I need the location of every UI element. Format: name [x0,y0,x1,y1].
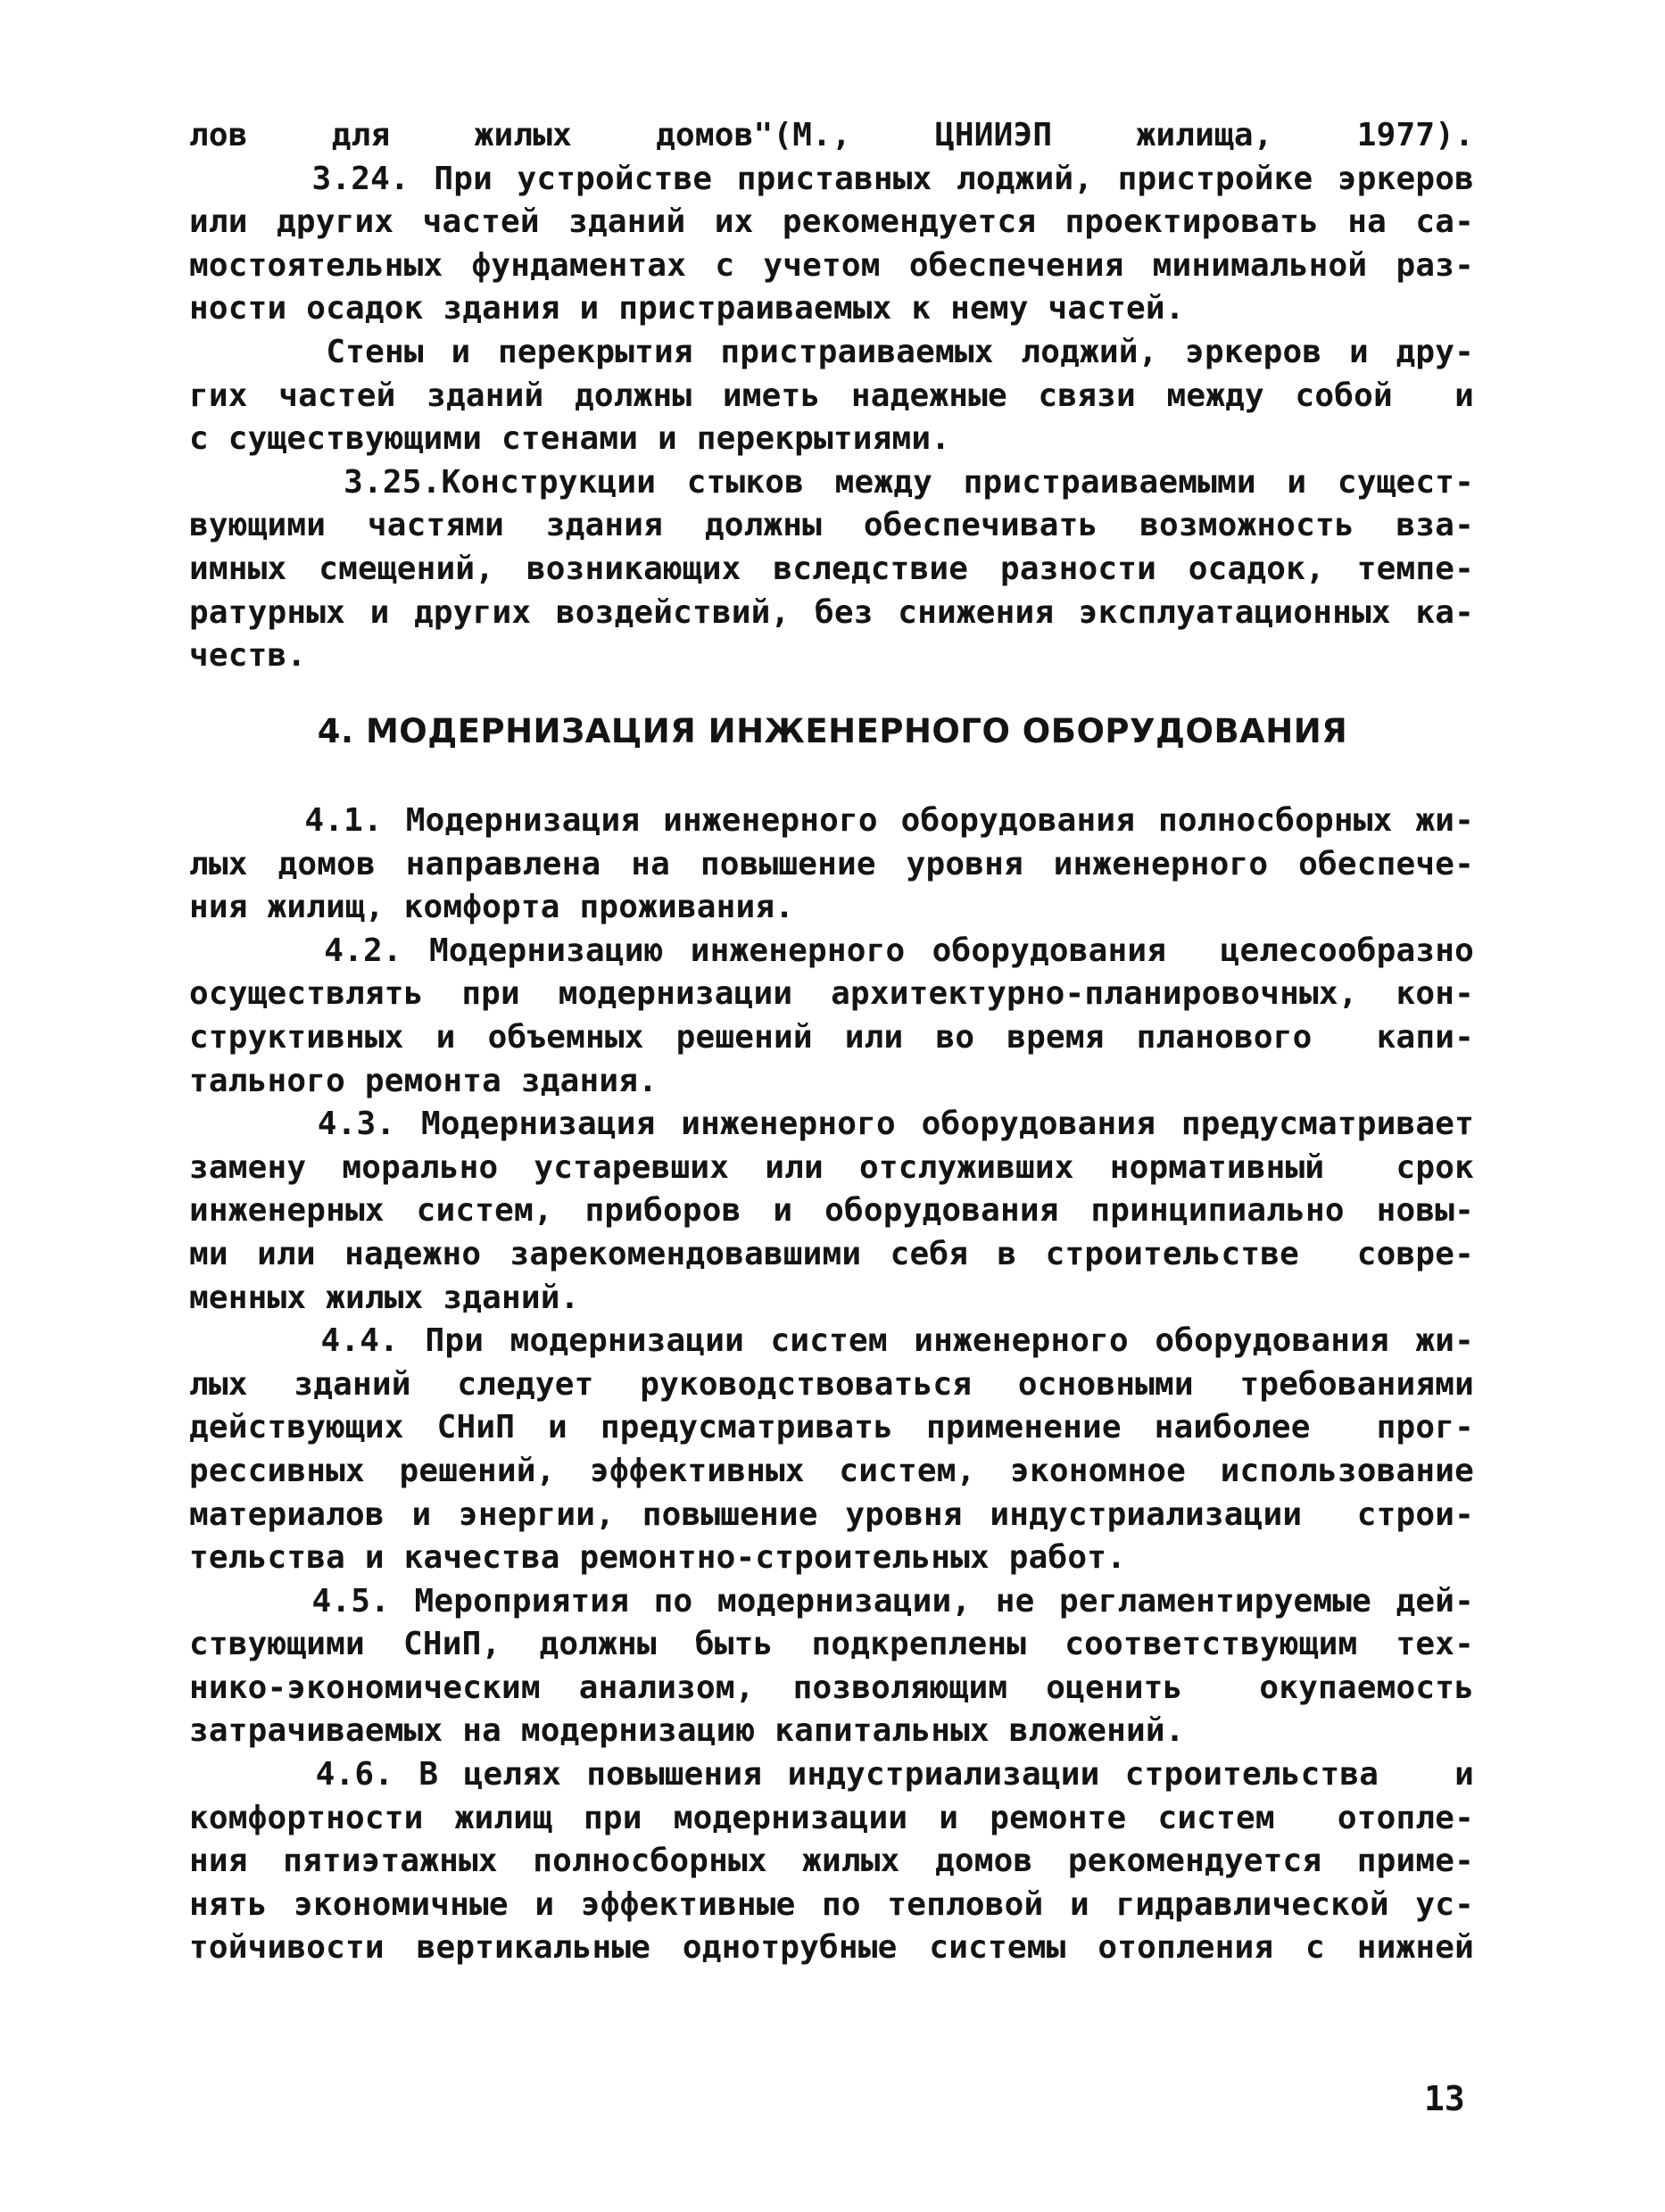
text-line: рессивных решений, эффективных систем, экономное использование [189,1452,1474,1489]
text-line: ми или надежно зарекомендовавшими себя в строительстве совре- [189,1235,1474,1272]
text-line: или других частей зданий их рекомендуется проектировать на са- [189,203,1474,241]
text-line: материалов и энергии, повышение уровня индустриализации строи- [189,1495,1474,1533]
text-line: инженерных систем, приборов и оборудования принципиально новы- [189,1192,1474,1230]
text-line: замену морально устаревших или отслуживших нормативный срок [189,1148,1474,1186]
text-line: 4.2. Модернизацию инженерного оборудования целесообразно [189,932,1474,969]
text-line: действующих СНиП и предусматривать применение наиболее прог- [189,1409,1474,1446]
text-line: 4.4. При модернизации систем инженерного оборудования жи- [189,1322,1474,1360]
text-line: ния пятиэтажных полносборных жилых домов рекомендуется приме- [189,1843,1474,1880]
text-line: осуществлять при модернизации архитектурно-планировочных, кон- [189,975,1474,1013]
text-line: 4.5. Мероприятия по модернизации, не регламентируемые дей- [189,1582,1474,1620]
page-number: 13 [1424,2079,1465,2118]
text-line: 3.25.Конструкции стыков между пристраиваемыми и сущест- [189,463,1474,501]
text-line: ратурных и других воздействий, без снижения эксплуатационных ка- [189,593,1474,631]
text-block-top [189,114,1474,678]
text-line: тойчивости вертикальные однотрубные системы отопления с нижней [189,1929,1474,1967]
text-line: 3.24. При устройстве приставных лоджий, пристройке эркеров [189,160,1474,197]
text-line: 4.1. Модернизация инженерного оборудования полносборных жи- [189,802,1474,839]
text-line: с существующими стенами и перекрытиями. [189,420,951,458]
text-line: ности осадок здания и пристраиваемых к нему частей. [189,290,1185,327]
text-line: имных смещений, возникающих вследствие разности осадок, темпе- [189,550,1474,587]
text-line: Стены и перекрытия пристраиваемых лоджий, эркеров и дру- [189,333,1474,370]
text-line: затрачиваемых на модернизацию капитальных вложений. [189,1712,1185,1750]
text-line: комфортности жилищ при модернизации и ремонте систем отопле- [189,1799,1474,1836]
text-line: честв. [189,637,307,675]
text-line: менных жилых зданий. [189,1279,580,1316]
text-line: гих частей зданий должны иметь надежные связи между собой и [189,377,1474,414]
text-line: 4.3. Модернизация инженерного оборудования предусматривает [189,1106,1474,1143]
text-line: мостоятельных фундаментах с учетом обеспечения минимальной раз- [189,246,1474,284]
text-line: лых домов направлена на повышение уровня инженерного обеспече- [189,845,1474,882]
text-line: лов для жилых домов"(М., ЦНИИЭП жилища, 1977). [189,117,1474,153]
text-line: тельства и качества ремонтно-строительных работ. [189,1539,1126,1577]
text-line: ствующими СНиП, должны быть подкреплены соответствующим тех- [189,1626,1474,1663]
text-line: нять экономичные и эффективные по тепловой и гидравлической ус- [189,1885,1474,1923]
section-heading: 4. МОДЕРНИЗАЦИЯ ИНЖЕНЕРНОГО ОБОРУДОВАНИЯ [317,712,1348,750]
text-line: ния жилищ, комфорта проживания. [189,889,795,926]
text-line: нико-экономическим анализом, позволяющим оценить окупаемость [189,1669,1474,1706]
text-line: структивных и объемных решений или во время планового капи- [189,1018,1474,1056]
text-line: лых зданий следует руководствоваться основными требованиями [189,1365,1474,1403]
text-line: вующими частями здания должны обеспечивать возможность вза- [189,507,1474,544]
text-line: тального ремонта здания. [189,1062,658,1099]
text-block-body [189,799,1474,1970]
text-line: 4.6. В целях повышения индустриализации строительства и [189,1756,1474,1794]
